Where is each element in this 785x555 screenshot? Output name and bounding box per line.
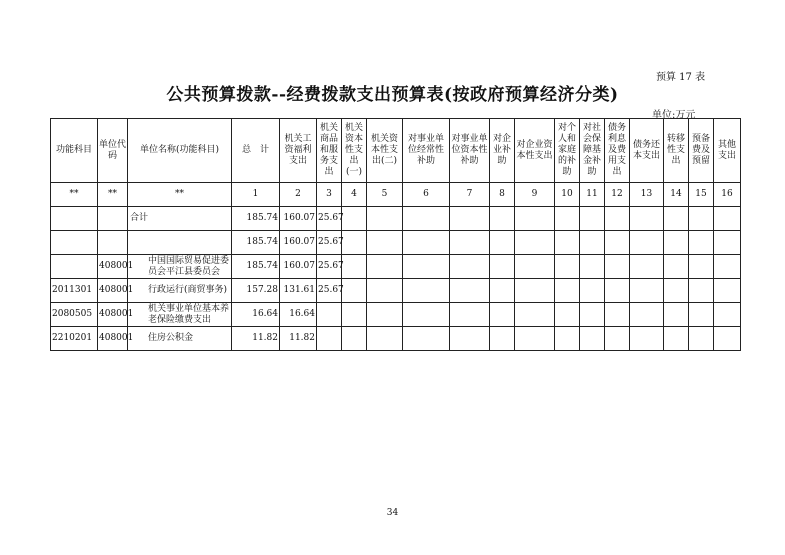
goods-services-cell: 25.67: [317, 279, 342, 303]
header-cell: 机关资本性支出(二): [367, 119, 403, 183]
function-code-cell: 2080505: [51, 303, 98, 327]
page-number: 34: [386, 508, 399, 518]
goods-services-cell: 25.67: [317, 207, 342, 231]
table-row: [51, 327, 741, 351]
table-number: 预算 17 表: [656, 72, 706, 83]
index-cell: 16: [714, 183, 741, 207]
page-title: 公共预算拨款--经费拨款支出预算表(按政府预算经济分类): [166, 85, 619, 105]
unit-name-cell: 机关事业单位基本养老保险缴费支出: [128, 303, 232, 327]
index-cell: **: [51, 183, 98, 207]
goods-services-cell: [317, 303, 342, 327]
unit-name-cell: 合计: [128, 207, 232, 231]
function-code-cell: [51, 207, 98, 231]
header-cell: 预备费及预留: [689, 119, 714, 183]
header-cell: 转移性支出: [664, 119, 689, 183]
index-cell: 5: [367, 183, 403, 207]
table-row: [51, 279, 741, 303]
header-cell: 债务还本支出: [630, 119, 664, 183]
goods-services-cell: 25.67: [317, 255, 342, 279]
index-cell: 1: [232, 183, 280, 207]
index-cell: 8: [490, 183, 515, 207]
header-cell: 债务利息及费用支出: [605, 119, 630, 183]
salary-cell: 160.07: [280, 207, 317, 231]
index-cell: 6: [403, 183, 450, 207]
index-cell: **: [98, 183, 128, 207]
header-cell: 对社会保障基金补助: [580, 119, 605, 183]
salary-cell: 131.61: [280, 279, 317, 303]
salary-cell: 16.64: [280, 303, 317, 327]
index-cell: 15: [689, 183, 714, 207]
index-cell: 12: [605, 183, 630, 207]
total-cell: 185.74: [232, 231, 280, 255]
index-cell: 2: [280, 183, 317, 207]
unit-code-cell: 408001: [98, 303, 128, 327]
table-row: [51, 303, 741, 327]
total-cell: 185.74: [232, 207, 280, 231]
function-code-cell: [51, 255, 98, 279]
index-row: [51, 183, 741, 207]
unit-label: 单位:万元: [652, 110, 696, 121]
unit-name-cell: 行政运行(商贸事务): [128, 279, 232, 303]
unit-name-cell: [128, 231, 232, 255]
function-code-cell: 2210201: [51, 327, 98, 351]
header-cell: 其他支出: [714, 119, 741, 183]
header-cell: 单位名称(功能科目): [128, 119, 232, 183]
salary-cell: 160.07: [280, 231, 317, 255]
total-cell: 157.28: [232, 279, 280, 303]
header-cell: 机关工资福利支出: [280, 119, 317, 183]
header-cell: 机关商品和服务支出: [317, 119, 342, 183]
header-cell: 对事业单位资本性补助: [450, 119, 490, 183]
total-cell: 11.82: [232, 327, 280, 351]
index-cell: 14: [664, 183, 689, 207]
function-code-cell: 2011301: [51, 279, 98, 303]
index-cell: 3: [317, 183, 342, 207]
unit-code-cell: 408001: [98, 255, 128, 279]
table-row: [51, 231, 741, 255]
index-cell: **: [128, 183, 232, 207]
function-code-cell: [51, 231, 98, 255]
index-cell: 4: [342, 183, 367, 207]
unit-name-cell: 中国国际贸易促进委员会平江县委员会: [128, 255, 232, 279]
index-cell: 10: [555, 183, 580, 207]
table-row: [51, 255, 741, 279]
budget-table: [50, 118, 741, 351]
header-cell: 单位代码: [98, 119, 128, 183]
unit-name-cell: 住房公积金: [128, 327, 232, 351]
unit-code-cell: [98, 231, 128, 255]
header-cell: 机关资本性支出(一): [342, 119, 367, 183]
salary-cell: 11.82: [280, 327, 317, 351]
header-cell: 对事业单位经常性补助: [403, 119, 450, 183]
index-cell: 7: [450, 183, 490, 207]
unit-code-cell: 408001: [98, 279, 128, 303]
index-cell: 13: [630, 183, 664, 207]
header-cell: 对个人和家庭的补助: [555, 119, 580, 183]
table-row: [51, 207, 741, 231]
unit-code-cell: [98, 207, 128, 231]
unit-code-cell: 408001: [98, 327, 128, 351]
total-cell: 185.74: [232, 255, 280, 279]
header-cell: 对企业资本性支出: [515, 119, 555, 183]
header-cell: 功能科目: [51, 119, 98, 183]
header-row: [51, 119, 741, 183]
header-cell: 对企业补助: [490, 119, 515, 183]
goods-services-cell: [317, 327, 342, 351]
index-cell: 11: [580, 183, 605, 207]
header-cell: 总 计: [232, 119, 280, 183]
goods-services-cell: 25.67: [317, 231, 342, 255]
total-cell: 16.64: [232, 303, 280, 327]
salary-cell: 160.07: [280, 255, 317, 279]
index-cell: 9: [515, 183, 555, 207]
